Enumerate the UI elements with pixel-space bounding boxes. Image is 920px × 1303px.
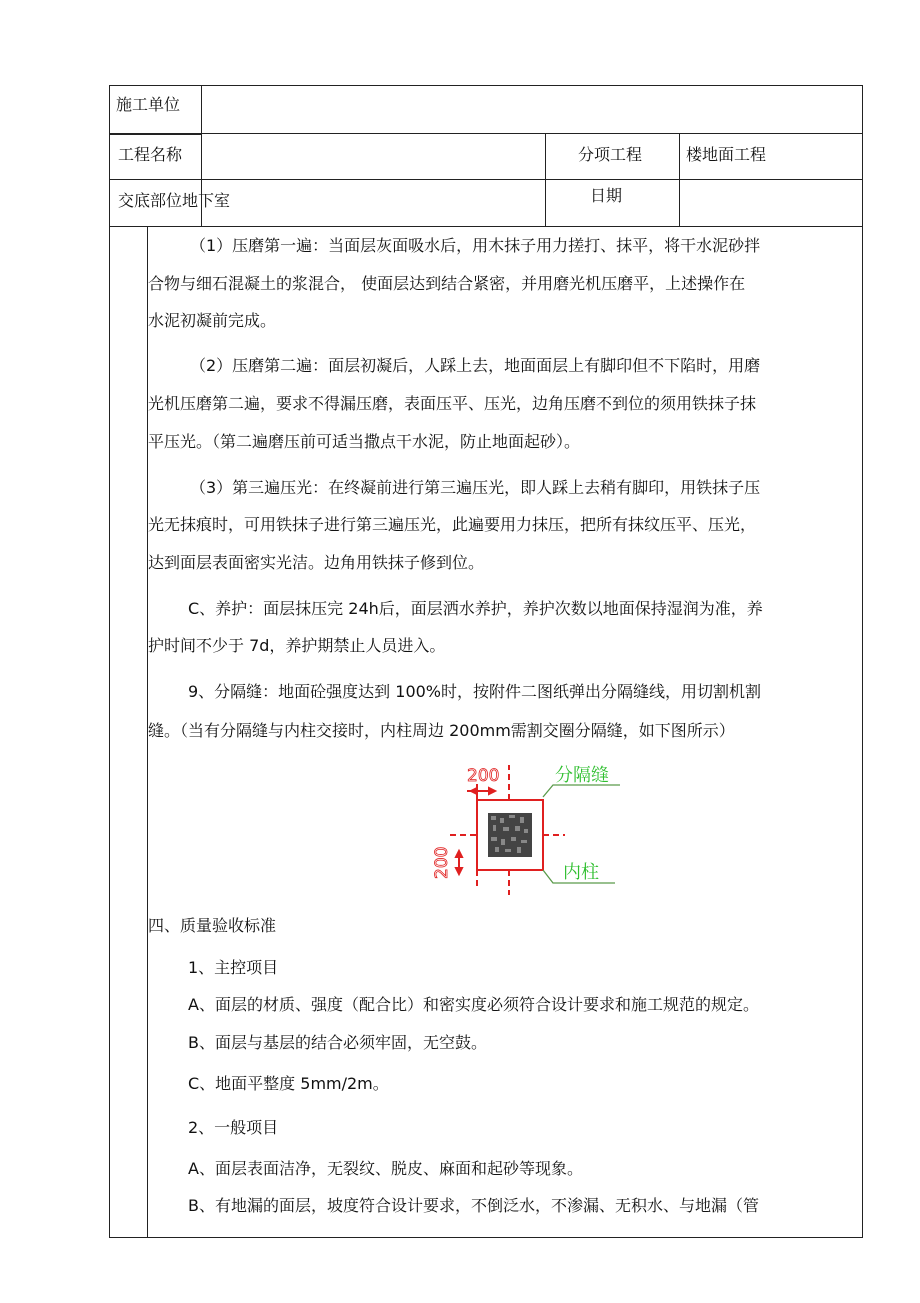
main-item-a: A、面层的材质、强度（配合比）和密实度必须符合设计要求和施工规范的规定。 — [188, 995, 759, 1014]
step3-line2: 光无抹痕时，可用铁抹子进行第三遍压光，此遍要用力抹压，把所有抹纹压平、压光， — [148, 515, 757, 534]
step2-line3: 平压光。（第二遍磨压前可适当撒点干水泥，防止地面起砂）。 — [148, 432, 581, 451]
column-label: 内柱 — [563, 862, 599, 883]
main-items-title: 1、主控项目 — [188, 958, 279, 977]
dim-label-left: 200 — [432, 846, 452, 879]
row-divider-2 — [109, 179, 863, 180]
table-border-left — [109, 85, 110, 1238]
table-border-bottom — [109, 1237, 863, 1238]
project-name-label: 工程名称 — [118, 145, 183, 164]
disclosure-part-label: 交底部位地下室 — [118, 191, 231, 210]
date-label: 日期 — [590, 186, 623, 205]
dim-label-top: 200 — [467, 766, 500, 786]
section4-title: 四、质量验收标准 — [148, 916, 277, 935]
joint-label: 分隔缝 — [555, 765, 609, 786]
main-item-b: B、面层与基层的结合必须牢固，无空鼓。 — [188, 1033, 487, 1052]
table-border-right — [862, 85, 863, 1238]
step3-line1: （3）第三遍压光：在终凝前进行第三遍压光，即人踩上去稍有脚印，用铁抹子压 — [190, 478, 761, 497]
value-column-divider — [679, 133, 680, 227]
joint-line1: 9、分隔缝：地面砼强度达到 100%时，按附件二图纸弹出分隔缝线，用切割机割 — [188, 682, 762, 701]
step1-line1: （1）压磨第一遍：当面层灰面吸水后，用木抹子用力搓打、抹平，将干水泥砂拌 — [190, 236, 761, 255]
curing-line2: 护时间不少于 7d，养护期禁止人员进入。 — [148, 636, 446, 655]
general-item-b: B、有地漏的面层，坡度符合设计要求，不倒泛水，不渗漏、无积水、与地漏（管 — [188, 1196, 759, 1215]
step1-line2: 合物与细石混凝土的浆混合， 使面层达到结合紧密，并用磨光机压磨平，上述操作在 — [148, 274, 746, 293]
curing-line1: C、养护：面层抹压完 24h后，面层洒水养护，养护次数以地面保持湿润为准，养 — [188, 599, 763, 618]
step3-line3: 达到面层表面密实光洁。边角用铁抹子修到位。 — [148, 553, 485, 572]
row-divider-1 — [201, 133, 863, 134]
column-joint-diagram — [425, 755, 625, 905]
sub-project-value: 楼地面工程 — [686, 145, 767, 164]
row-divider-1b — [109, 133, 202, 135]
construction-unit-label: 施工单位 — [116, 95, 181, 114]
main-item-c: C、地面平整度 5mm/2m。 — [188, 1074, 389, 1093]
joint-line2: 缝。（当有分隔缝与内柱交接时，内柱周边 200mm需割交圈分隔缝，如下图所示） — [148, 721, 735, 740]
step2-line2: 光机压磨第二遍，要求不得漏压磨，表面压平、压光，边角压磨不到位的须用铁抹子抹 — [148, 394, 757, 413]
step1-line3: 水泥初凝前完成。 — [148, 311, 277, 330]
general-items-title: 2、一般项目 — [188, 1118, 279, 1137]
row-divider-3 — [109, 226, 863, 227]
general-item-a: A、面层表面洁净，无裂纹、脱皮、麻面和起砂等现象。 — [188, 1159, 583, 1178]
sub-project-column-divider — [545, 133, 546, 227]
step2-line1: （2）压磨第二遍：面层初凝后，人踩上去，地面面层上有脚印但不下陷时，用磨 — [190, 356, 761, 375]
table-border-top — [109, 85, 863, 86]
sub-project-label: 分项工程 — [578, 145, 643, 164]
